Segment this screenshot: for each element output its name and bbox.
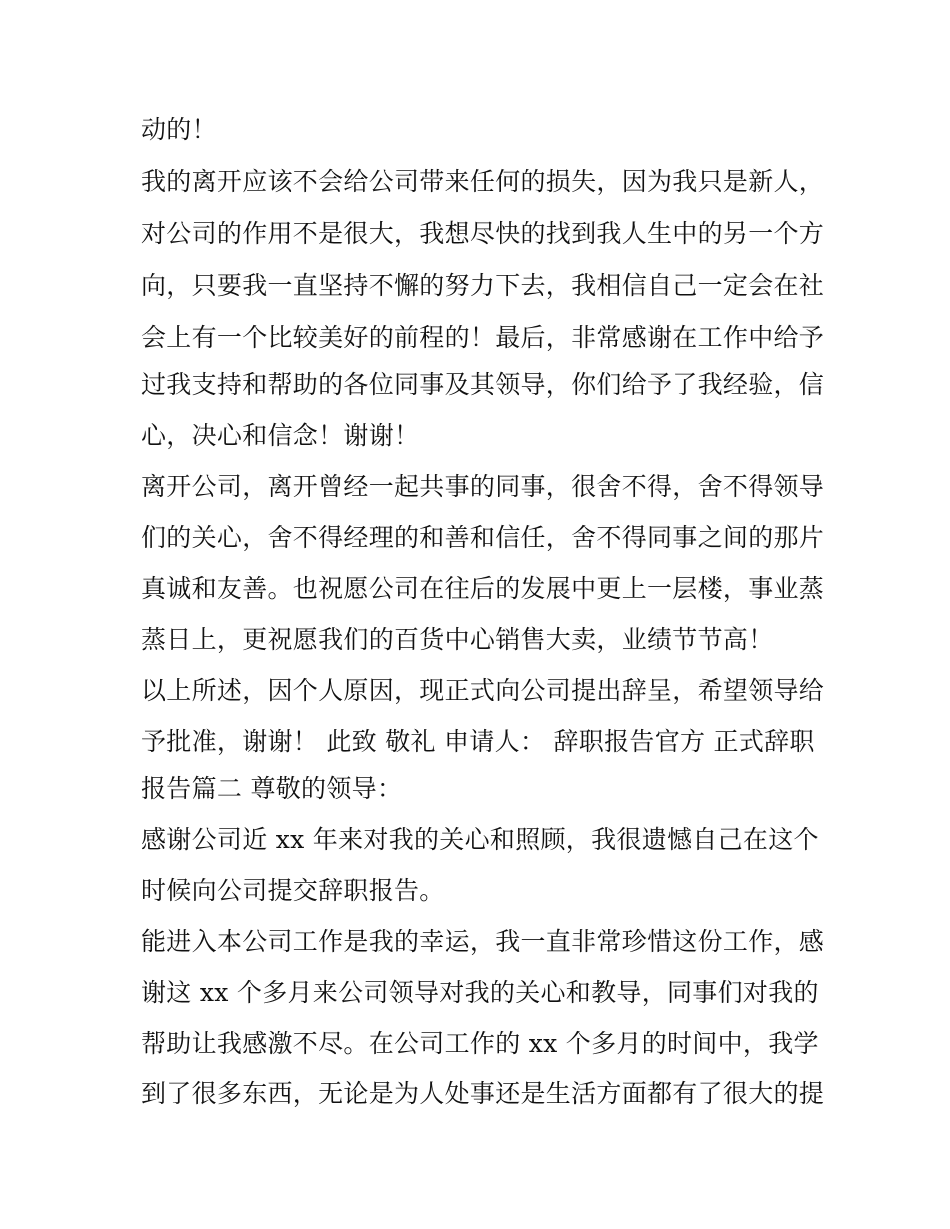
text-line: 过我支持和帮助的各位同事及其领导，你们给予了我经验，信	[141, 370, 825, 399]
text-line: 真诚和友善。也祝愿公司在往后的发展中更上一层楼，事业蒸	[141, 574, 825, 603]
text-line: 报告篇二 尊敬的领导：	[141, 774, 403, 803]
text-line: 离开公司，离开曾经一起共事的同事，很舍不得，舍不得领导	[141, 472, 825, 501]
text-line: 蒸日上，更祝愿我们的百货中心销售大卖，业绩节节高！	[141, 625, 774, 654]
text-line: 们的关心，舍不得经理的和善和信任，舍不得同事之间的那片	[141, 523, 825, 552]
text-line: 以上所述，因个人原因，现正式向公司提出辞呈，希望领导给	[141, 676, 825, 705]
text-line: 谢这 xx 个多月来公司领导对我的关心和教导，同事们对我的	[141, 978, 819, 1007]
text-line: 感谢公司近 xx 年来对我的关心和照顾，我很遗憾自己在这个	[141, 825, 819, 854]
text-line: 帮助让我感激不尽。在公司工作的 xx 个多月的时间中，我学	[141, 1029, 819, 1058]
text-line: 能进入本公司工作是我的幸运，我一直非常珍惜这份工作，感	[141, 927, 825, 956]
text-line: 向，只要我一直坚持不懈的努力下去，我相信自己一定会在社	[141, 271, 825, 300]
text-line: 时候向公司提交辞职报告。	[141, 876, 445, 905]
text-line: 到了很多东西，无论是为人处事还是生活方面都有了很大的提	[141, 1079, 825, 1108]
text-line: 会上有一个比较美好的前程的！最后，非常感谢在工作中给予	[141, 323, 825, 352]
text-line: 心，决心和信念！谢谢！	[141, 421, 420, 450]
text-line: 我的离开应该不会给公司带来任何的损失，因为我只是新人，	[141, 167, 825, 196]
text-line: 动的！	[141, 115, 217, 144]
text-line: 予批准，谢谢！ 此致 敬礼 申请人： 辞职报告官方 正式辞职	[141, 727, 815, 756]
text-line: 对公司的作用不是很大，我想尽快的找到我人生中的另一个方	[141, 219, 825, 248]
